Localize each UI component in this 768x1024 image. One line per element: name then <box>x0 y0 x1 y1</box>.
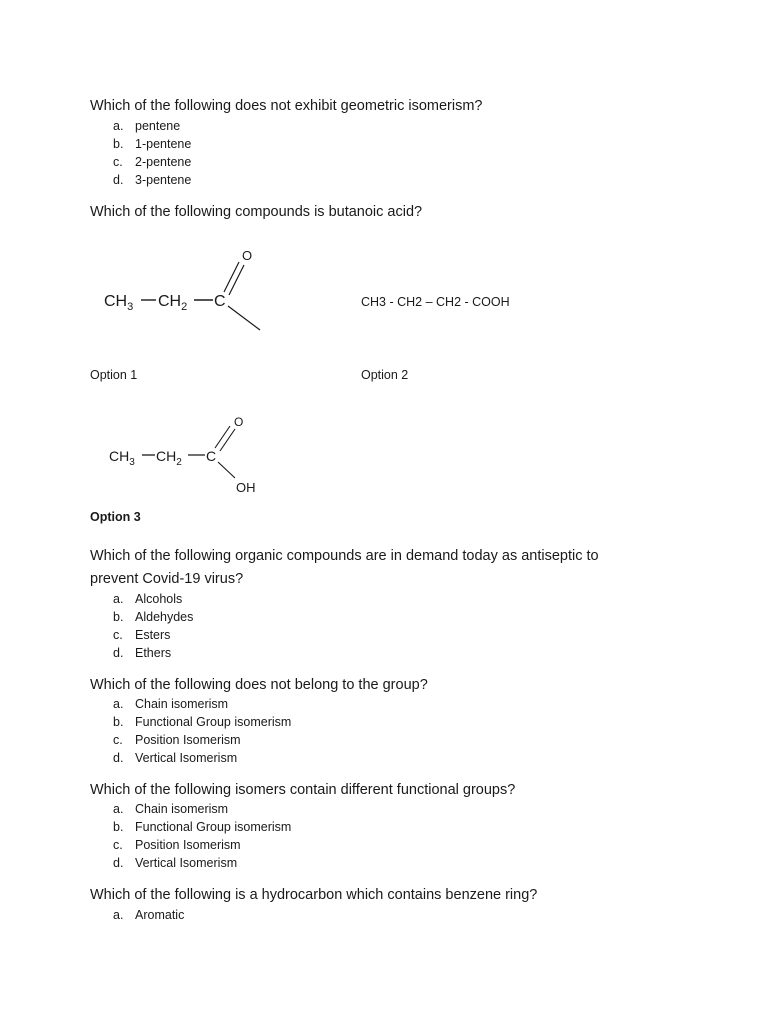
option-1-label: Option 1 <box>90 368 138 382</box>
list-item <box>113 854 291 872</box>
question-2-text: Which of the following compounds is butanoic acid? <box>90 204 423 220</box>
structure-option-1 <box>100 240 330 335</box>
option-letter: a. <box>113 697 124 711</box>
question-1-options <box>113 117 191 189</box>
option-letter: d. <box>113 856 124 870</box>
option-text: 3-pentene <box>135 173 192 187</box>
option-text: Position Isomerism <box>135 733 241 747</box>
option-text: 2-pentene <box>135 155 192 169</box>
option-text: Esters <box>135 628 171 642</box>
option-text: 1-pentene <box>135 137 192 151</box>
list-item <box>113 153 191 171</box>
list-item <box>113 171 191 189</box>
question-6-options <box>113 906 184 924</box>
question-3-options <box>113 590 193 662</box>
question-5-options <box>113 800 291 872</box>
option-text: Aromatic <box>135 908 185 922</box>
option-text: Functional Group isomerism <box>135 820 292 834</box>
question-1-text: Which of the following does not exhibit geometric isomerism? <box>90 98 483 114</box>
option-letter: c. <box>113 733 123 747</box>
option-text: Vertical Isomerism <box>135 751 238 765</box>
option-letter: c. <box>113 838 123 852</box>
option-letter: a. <box>113 908 124 922</box>
question-4-options <box>113 695 291 767</box>
option-2-formula: CH3 - CH2 – CH2 - COOH <box>361 295 510 309</box>
option-letter: b. <box>113 715 124 729</box>
option-letter: d. <box>113 173 124 187</box>
list-item <box>113 731 291 749</box>
option-text: Position Isomerism <box>135 838 241 852</box>
list-item <box>113 749 291 767</box>
option-letter: d. <box>113 646 124 660</box>
option-letter: d. <box>113 751 124 765</box>
list-item <box>113 644 193 662</box>
option-letter: a. <box>113 592 124 606</box>
list-item <box>113 695 291 713</box>
question-3-text: Which of the following organic compounds are in demand today as antiseptic to prevent Covid-19 virus? <box>90 548 599 587</box>
option-text: Functional Group isomerism <box>135 715 292 729</box>
list-item <box>113 590 193 608</box>
structure-1-oxygen: O <box>242 248 253 263</box>
option-letter: c. <box>113 628 123 642</box>
option-letter: b. <box>113 820 124 834</box>
option-text: Chain isomerism <box>135 802 229 816</box>
option-2-label: Option 2 <box>361 368 409 382</box>
option-text: Chain isomerism <box>135 697 229 711</box>
question-6-text: Which of the following is a hydrocarbon which contains benzene ring? <box>90 887 538 903</box>
question-5-text: Which of the following isomers contain different functional groups? <box>90 782 516 798</box>
option-letter: c. <box>113 155 123 169</box>
list-item <box>113 626 193 644</box>
option-text: pentene <box>135 119 181 133</box>
structure-3-carbon: C <box>206 448 217 464</box>
structure-option-3 <box>105 410 285 500</box>
list-item <box>113 836 291 854</box>
structure-1-ch2: $CH_2$ <box>158 293 188 313</box>
list-item <box>113 906 184 924</box>
list-item <box>113 608 193 626</box>
structure-3-ch2: $CH_2$ <box>156 448 182 468</box>
list-item <box>113 800 291 818</box>
structure-3-hydroxyl: OH <box>236 480 256 495</box>
option-letter: a. <box>113 802 124 816</box>
option-text: Aldehydes <box>135 610 194 624</box>
option-letter: b. <box>113 137 124 151</box>
structure-1-ch3: $CH_3$ <box>104 293 134 313</box>
option-letter: a. <box>113 119 124 133</box>
question-4-text: Which of the following does not belong to the group? <box>90 677 428 693</box>
option-3-label: Option 3 <box>90 510 141 524</box>
option-text: Vertical Isomerism <box>135 856 238 870</box>
option-text: Alcohols <box>135 592 183 606</box>
structure-3-ch3: $CH_3$ <box>109 448 135 468</box>
option-letter: b. <box>113 610 124 624</box>
list-item <box>113 713 291 731</box>
structure-3-oxygen: O <box>234 415 244 429</box>
structure-1-carbon: C <box>214 293 226 310</box>
list-item <box>113 818 291 836</box>
list-item <box>113 117 191 135</box>
list-item <box>113 135 191 153</box>
option-text: Ethers <box>135 646 172 660</box>
